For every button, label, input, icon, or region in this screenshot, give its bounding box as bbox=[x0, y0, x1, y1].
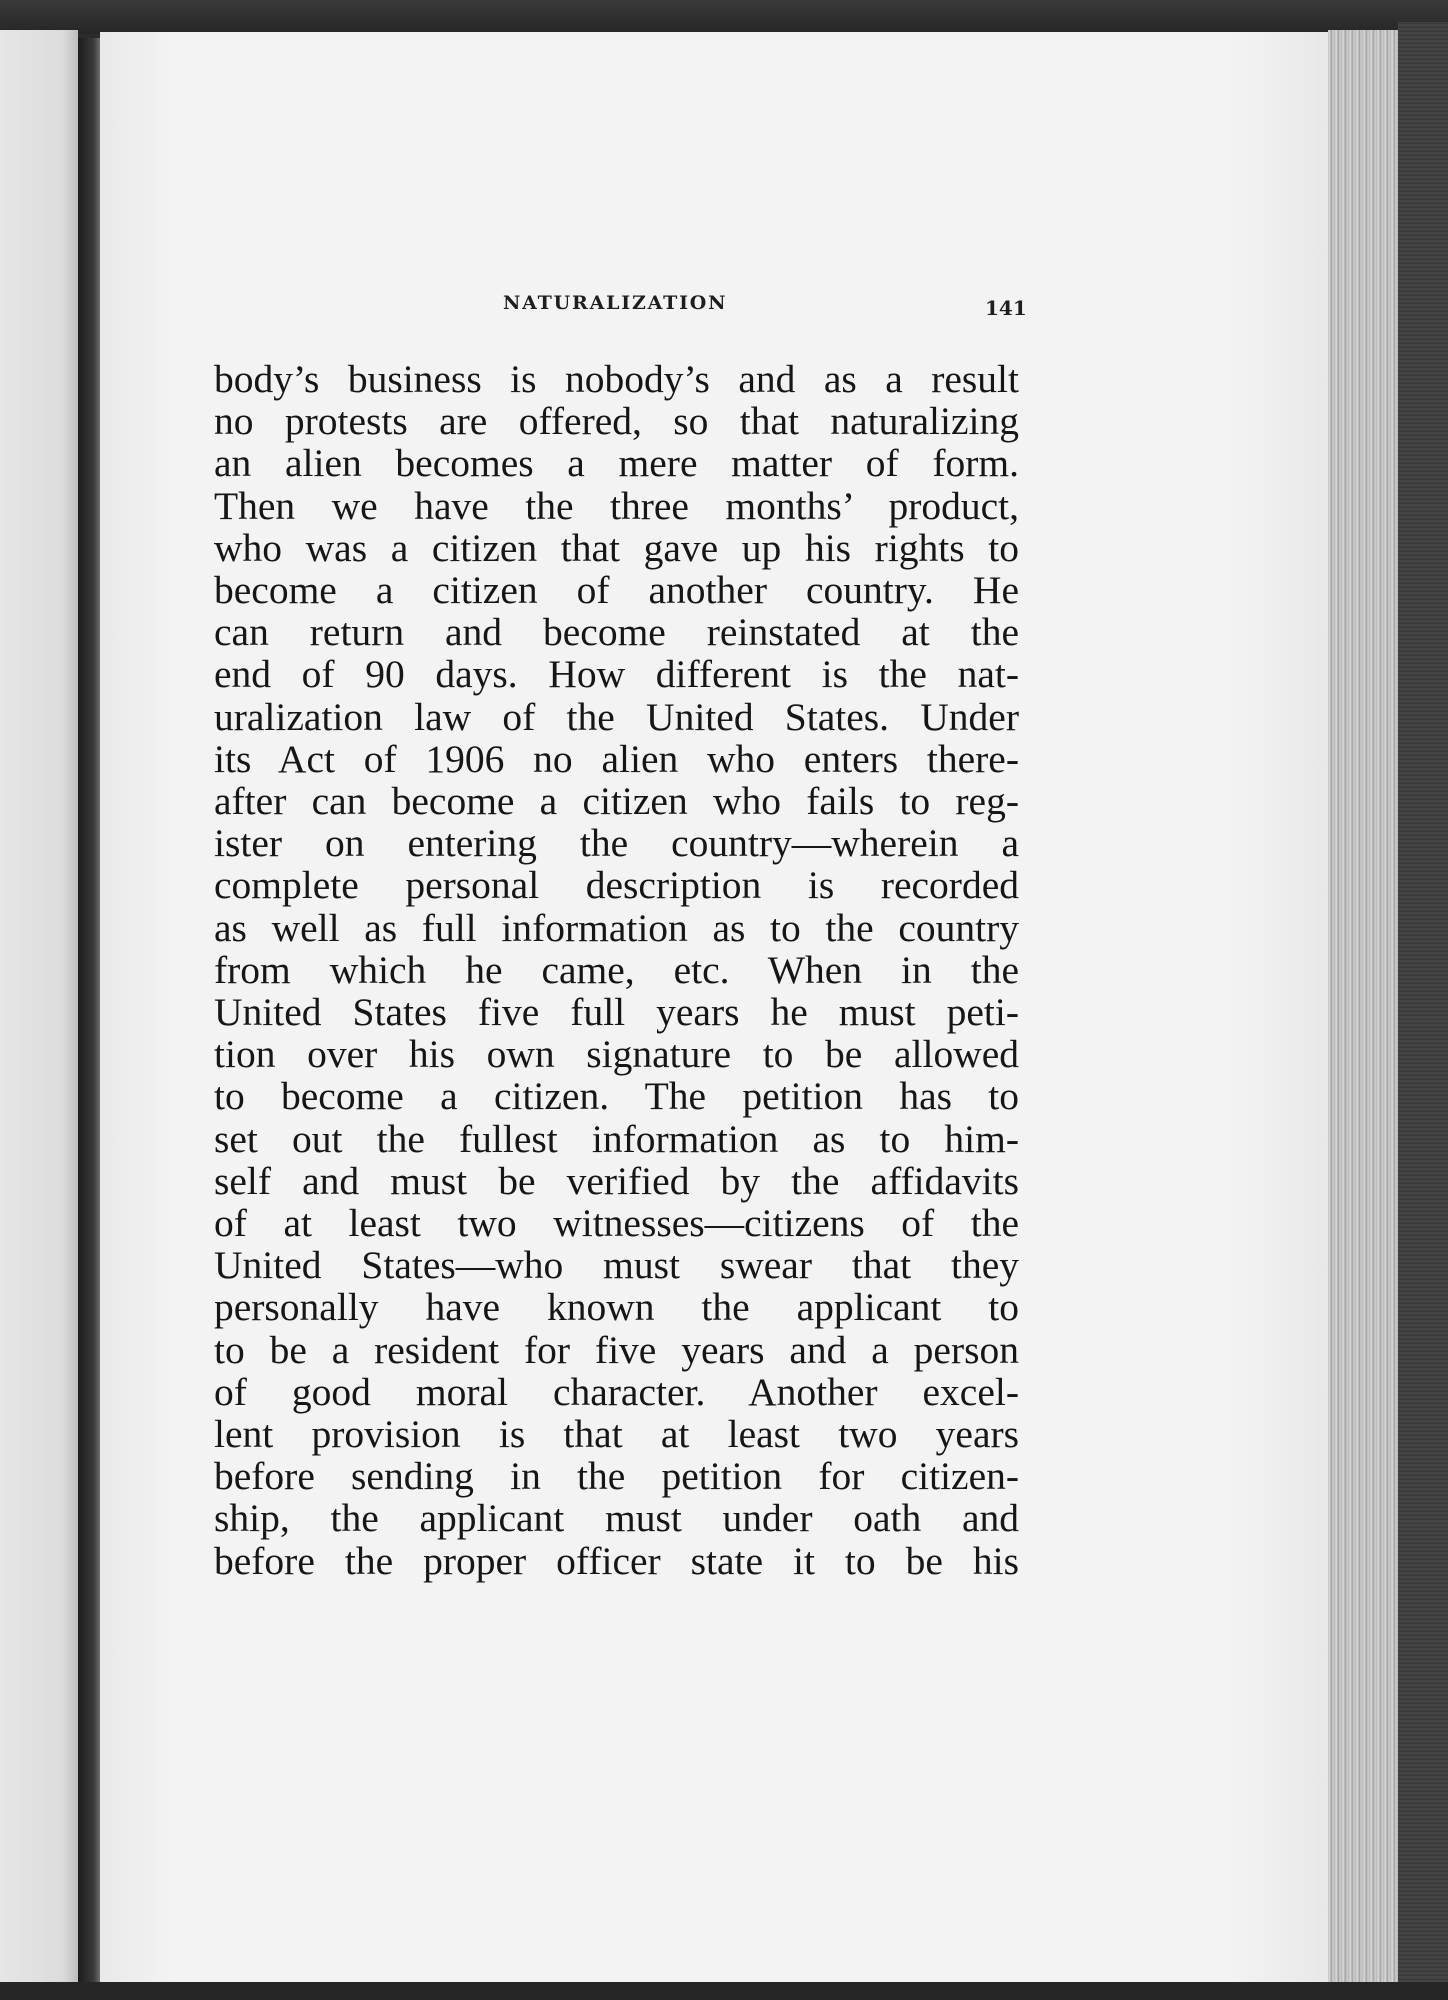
text-line: United States—who must swear that they bbox=[214, 1243, 1019, 1288]
text-line: set out the fullest information as to him- bbox=[214, 1116, 1019, 1161]
text-line: end of 90 days. How different is the nat- bbox=[214, 652, 1019, 697]
text-line: of good moral character. Another excel- bbox=[214, 1369, 1019, 1414]
page-edges-stack bbox=[1328, 30, 1398, 1985]
text-line: after can become a citizen who fails to reg- bbox=[214, 779, 1019, 824]
scan-top-edge bbox=[0, 0, 1448, 34]
text-line: no protests are offered, so that naturalizing bbox=[214, 399, 1019, 444]
book-cover-edge bbox=[1398, 22, 1448, 1987]
text-line: personally have known the applicant to bbox=[214, 1285, 1019, 1330]
text-line: of at least two witnesses—citizens of the bbox=[214, 1201, 1019, 1246]
text-line: can return and become reinstated at the bbox=[214, 610, 1019, 655]
text-line: an alien becomes a mere matter of form. bbox=[214, 441, 1019, 486]
text-line: its Act of 1906 no alien who enters there- bbox=[214, 736, 1019, 781]
text-line: Then we have the three months’ product, bbox=[214, 483, 1019, 528]
text-line: to become a citizen. The petition has to bbox=[214, 1074, 1019, 1119]
body-text bbox=[214, 358, 1019, 1582]
text-line: lent provision is that at least two years bbox=[214, 1412, 1019, 1457]
text-line: from which he came, etc. When in the bbox=[214, 947, 1019, 992]
text-line: ship, the applicant must under oath and bbox=[214, 1496, 1019, 1541]
text-line: United States five full years he must peti- bbox=[214, 990, 1019, 1035]
text-line: self and must be verified by the affidavits bbox=[214, 1158, 1019, 1203]
text-line: body’s business is nobody’s and as a result bbox=[214, 357, 1019, 401]
scan-bottom-edge bbox=[0, 1982, 1448, 2000]
text-line: uralization law of the United States. Under bbox=[214, 694, 1019, 739]
running-head: NATURALIZATION bbox=[503, 292, 728, 314]
text-line: tion over his own signature to be allowed bbox=[214, 1032, 1019, 1077]
text-line: before sending in the petition for citizen- bbox=[214, 1454, 1019, 1499]
text-line: to be a resident for five years and a person bbox=[214, 1327, 1019, 1372]
text-line: become a citizen of another country. He bbox=[214, 568, 1019, 613]
text-line: complete personal description is recorded bbox=[214, 863, 1019, 908]
text-line: before the proper officer state it to be his bbox=[214, 1538, 1019, 1583]
text-line: as well as full information as to the country bbox=[214, 905, 1019, 950]
text-line: ister on entering the country—wherein a bbox=[214, 821, 1019, 866]
text-line: who was a citizen that gave up his rights to bbox=[214, 525, 1019, 570]
page-number: 141 bbox=[985, 296, 1027, 320]
facing-page-sliver bbox=[0, 30, 78, 1985]
